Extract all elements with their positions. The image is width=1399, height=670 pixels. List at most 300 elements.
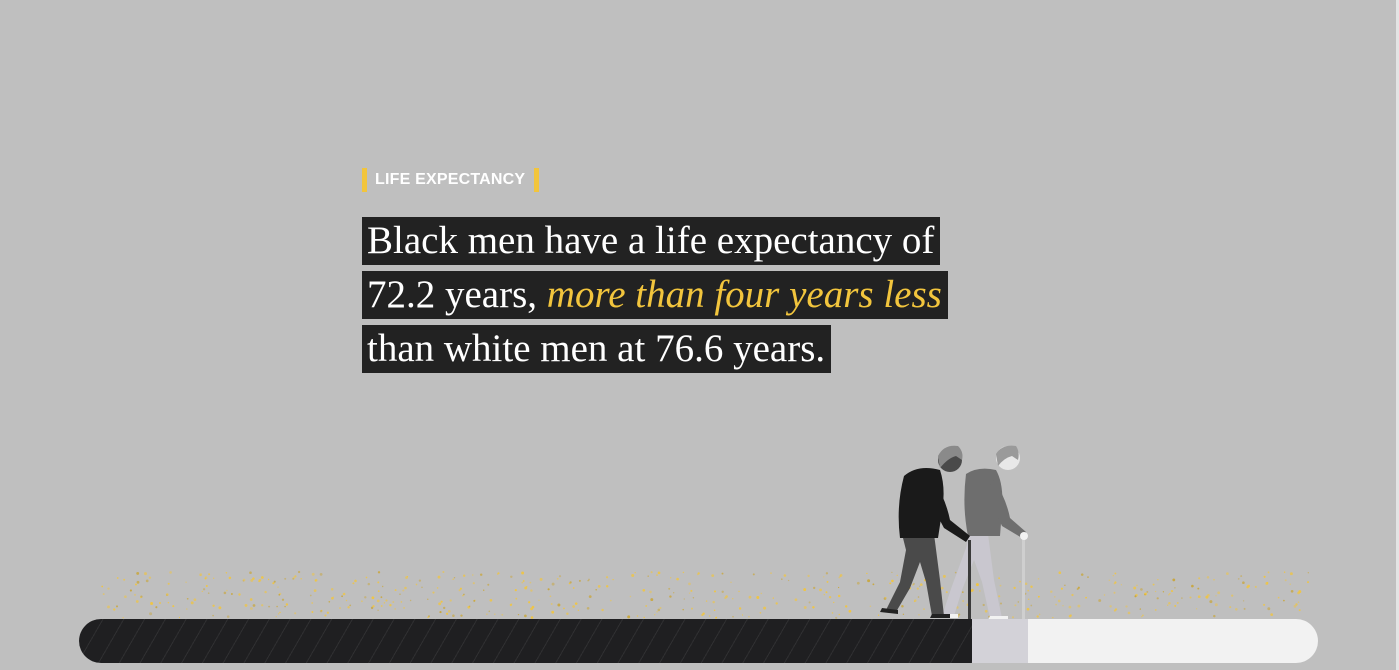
confetti-dot (486, 613, 488, 615)
confetti-dot (227, 615, 230, 618)
confetti-dot (1231, 594, 1233, 596)
confetti-dot (460, 588, 462, 590)
confetti-dot (866, 573, 867, 574)
confetti-dot (460, 614, 462, 616)
confetti-dot (610, 600, 612, 602)
confetti-dot (693, 597, 694, 598)
confetti-dot (1197, 588, 1199, 590)
confetti-dot (812, 606, 814, 608)
confetti-dot (278, 613, 279, 614)
confetti-dot (249, 571, 252, 574)
confetti-dot (1298, 590, 1301, 593)
confetti-dot (756, 596, 759, 599)
confetti-dot (149, 612, 152, 615)
confetti-dot (284, 606, 285, 607)
confetti-dot (1078, 587, 1080, 589)
confetti-dot (773, 597, 774, 598)
confetti-dot (382, 586, 383, 587)
confetti-dot (156, 606, 158, 608)
confetti-dot (1177, 602, 1179, 604)
confetti-dot (518, 614, 519, 615)
confetti-dot (191, 601, 194, 604)
confetti-dot (1133, 587, 1136, 590)
confetti-dot (136, 572, 139, 575)
confetti-dot (563, 608, 565, 610)
confetti-dot (784, 574, 787, 577)
confetti-dot (1191, 585, 1194, 588)
confetti-dot (1189, 596, 1191, 598)
confetti-dot (557, 604, 560, 607)
confetti-dot (300, 578, 302, 580)
confetti-dot (714, 609, 716, 611)
confetti-dot (532, 606, 535, 609)
confetti-dot (525, 587, 526, 588)
confetti-dot (389, 604, 391, 606)
confetti-dot (1270, 613, 1273, 616)
confetti-dot (738, 591, 739, 592)
confetti-dot (1069, 606, 1072, 609)
confetti-dot (1140, 608, 1141, 609)
confetti-dot (1113, 575, 1114, 576)
confetti-dot (146, 580, 149, 583)
confetti-dot (1114, 583, 1116, 585)
confetti-dot (312, 573, 315, 576)
confetti-dot (439, 611, 441, 613)
confetti-dot (1264, 576, 1266, 578)
confetti-dot (331, 588, 334, 591)
confetti-dot (212, 605, 214, 607)
confetti-dot (528, 601, 530, 603)
confetti-dot (1290, 584, 1291, 585)
confetti-dot (385, 599, 387, 601)
confetti-dot (311, 611, 313, 613)
confetti-dot (394, 608, 395, 609)
confetti-dot (656, 611, 657, 612)
confetti-dot (684, 598, 685, 599)
confetti-dot (510, 576, 512, 578)
confetti-dot (1215, 595, 1216, 596)
confetti-dot (377, 581, 379, 583)
confetti-dot (1255, 586, 1257, 588)
confetti-dot (526, 586, 527, 587)
confetti-dot (1217, 591, 1220, 594)
confetti-dot (144, 572, 147, 575)
confetti-dot (587, 580, 588, 581)
confetti-dot (572, 605, 575, 608)
confetti-dot (1229, 606, 1231, 608)
confetti-dot (530, 607, 533, 610)
confetti-dot (202, 591, 203, 592)
confetti-dot (1181, 597, 1182, 598)
confetti-dot (427, 599, 428, 600)
headline-accent: more than four years less (546, 273, 942, 316)
headline-line-3 (362, 325, 1062, 373)
confetti-dot (690, 590, 692, 592)
confetti-dot (795, 598, 798, 601)
confetti-dot (226, 590, 228, 592)
confetti-dot (501, 614, 503, 616)
confetti-dot (1172, 579, 1175, 582)
confetti-dot (113, 608, 115, 610)
confetti-dot (1297, 592, 1300, 595)
confetti-dot (339, 607, 341, 609)
confetti-dot (524, 615, 527, 618)
confetti-dot (294, 575, 296, 577)
confetti-dot (1064, 585, 1065, 586)
confetti-dot (405, 576, 408, 579)
confetti-dot (849, 610, 852, 613)
confetti-dot (1243, 600, 1244, 601)
confetti-dot (366, 577, 368, 579)
confetti-dot (1114, 610, 1116, 612)
confetti-dot (294, 612, 296, 614)
confetti-dot (328, 601, 330, 603)
headline-line-2 (362, 271, 1062, 319)
confetti-dot (833, 602, 834, 603)
confetti-dot (1062, 605, 1063, 606)
confetti-dot (238, 593, 240, 595)
elderly-men-figures (870, 440, 1040, 622)
confetti-dot (259, 579, 262, 582)
confetti-dot (838, 587, 839, 588)
confetti-dot (474, 600, 475, 601)
confetti-dot (566, 612, 568, 614)
confetti-dot (1213, 579, 1215, 581)
confetti-dot (761, 593, 763, 595)
confetti-dot (258, 580, 260, 582)
confetti-dot (1244, 608, 1246, 610)
confetti-dot (1247, 585, 1250, 588)
confetti-dot (487, 584, 489, 586)
confetti-dot (1278, 597, 1280, 599)
confetti-dot (1268, 571, 1270, 573)
confetti-dot (548, 588, 550, 590)
confetti-dot (117, 577, 119, 579)
confetti-dot (446, 613, 448, 615)
confetti-dot (649, 591, 652, 594)
confetti-dot (1134, 595, 1136, 597)
confetti-dot (292, 577, 295, 580)
confetti-dot (521, 572, 524, 575)
confetti-dot (524, 587, 527, 590)
white-men-life-expectancy-fill (972, 619, 1028, 663)
confetti-dot (551, 611, 554, 614)
confetti-dot (473, 582, 475, 584)
confetti-dot (669, 595, 671, 597)
confetti-dot (673, 592, 674, 593)
confetti-dot (627, 615, 630, 618)
confetti-dot (199, 573, 202, 576)
confetti-dot (788, 580, 789, 581)
confetti-dot (742, 614, 743, 615)
confetti-dot (569, 583, 571, 585)
confetti-dot (354, 580, 357, 583)
confetti-dot (658, 609, 661, 612)
confetti-dot (279, 612, 280, 613)
confetti-dot (168, 583, 170, 585)
confetti-dot (1285, 579, 1287, 581)
confetti-dot (324, 614, 326, 616)
confetti-dot (274, 581, 276, 583)
confetti-dot (826, 572, 828, 574)
confetti-dot (1308, 572, 1309, 573)
confetti-dot (378, 590, 380, 592)
confetti-dot (1077, 588, 1079, 590)
confetti-dot (402, 589, 404, 591)
confetti-dot (753, 573, 755, 575)
kicker-bar-right (534, 168, 539, 192)
confetti-dot (551, 603, 553, 605)
confetti-dot (521, 582, 523, 584)
confetti-dot (488, 610, 490, 612)
confetti-dot (575, 602, 578, 605)
confetti-dot (651, 571, 653, 573)
confetti-dot (676, 578, 679, 581)
confetti-dot (838, 614, 840, 616)
confetti-dot (645, 605, 647, 607)
confetti-dot (243, 579, 246, 582)
confetti-dot (200, 574, 202, 576)
confetti-dot (1198, 595, 1201, 598)
kicker-label (362, 168, 539, 192)
confetti-dot (497, 573, 498, 574)
confetti-dot (656, 574, 658, 576)
confetti-dot (1174, 605, 1176, 607)
confetti-dot (407, 576, 408, 577)
confetti-dot (1144, 593, 1147, 596)
confetti-dot (315, 580, 317, 582)
confetti-dot (760, 612, 762, 614)
confetti-dot (467, 606, 470, 609)
confetti-dot (1085, 597, 1087, 599)
confetti-dot (829, 596, 831, 598)
confetti-dot (101, 586, 103, 588)
confetti-dot (732, 616, 734, 618)
confetti-dot (416, 584, 418, 586)
confetti-dot (698, 572, 700, 574)
headline-line-1 (362, 217, 1062, 265)
confetti-dot (714, 590, 716, 592)
confetti-dot (103, 593, 105, 595)
confetti-dot (1265, 582, 1268, 585)
confetti-dot (1141, 616, 1142, 617)
confetti-dot (371, 596, 374, 599)
confetti-dot (722, 591, 724, 593)
confetti-dot (578, 609, 580, 611)
confetti-dot (697, 574, 699, 576)
confetti-dot (276, 616, 277, 617)
confetti-dot (361, 600, 363, 602)
confetti-dot (292, 578, 294, 580)
confetti-dot (845, 605, 847, 607)
confetti-dot (264, 591, 266, 593)
confetti-dot (166, 593, 169, 596)
confetti-dot (724, 597, 726, 599)
confetti-dot (1235, 608, 1238, 611)
confetti-dot (573, 587, 575, 589)
confetti-dot (1157, 579, 1158, 580)
confetti-dot (691, 608, 693, 610)
confetti-dot (1050, 590, 1052, 592)
confetti-dot (660, 607, 662, 609)
confetti-dot (364, 596, 366, 598)
confetti-dot (208, 592, 210, 594)
confetti-dot (279, 593, 281, 595)
headline (362, 217, 1062, 379)
confetti-dot (511, 603, 512, 604)
confetti-dot (642, 589, 645, 592)
confetti-dot (229, 577, 231, 579)
confetti-dot (166, 594, 167, 595)
confetti-dot (1215, 603, 1218, 606)
confetti-dot (722, 573, 724, 575)
confetti-dot (450, 599, 452, 601)
black-men-life-expectancy-fill (79, 619, 972, 663)
confetti-dot (428, 615, 430, 617)
confetti-dot (781, 578, 783, 580)
confetti-dot (515, 598, 517, 600)
confetti-dot (1267, 607, 1270, 610)
confetti-dot (1070, 614, 1072, 616)
confetti-dot (224, 592, 227, 595)
confetti-dot (840, 574, 843, 577)
confetti-dot (1114, 581, 1116, 583)
confetti-dot (1157, 597, 1159, 599)
confetti-dot (550, 595, 552, 597)
confetti-dot (857, 582, 860, 585)
confetti-dot (278, 594, 280, 596)
confetti-dot (1205, 596, 1208, 599)
confetti-dot (1061, 588, 1063, 590)
confetti-dot (1146, 591, 1148, 593)
confetti-dot (261, 576, 264, 579)
confetti-dot (438, 576, 441, 579)
confetti-dot (218, 606, 221, 609)
confetti-dot (563, 608, 565, 610)
confetti-dot (1240, 575, 1242, 577)
confetti-dot (213, 578, 214, 579)
confetti-dot (1291, 590, 1294, 593)
confetti-dot (749, 596, 752, 599)
confetti-dot (589, 595, 592, 598)
confetti-dot (1125, 605, 1127, 607)
confetti-dot (598, 585, 601, 588)
confetti-dot (658, 572, 661, 575)
confetti-dot (155, 606, 157, 608)
confetti-dot (392, 601, 394, 603)
confetti-dot (1207, 594, 1210, 597)
confetti-dot (1136, 585, 1137, 586)
headline-text-2 (362, 271, 948, 319)
confetti-dot (588, 579, 590, 581)
confetti-dot (838, 595, 840, 597)
confetti-dot (282, 599, 284, 601)
confetti-dot (1114, 572, 1116, 574)
confetti-dot (725, 595, 728, 598)
confetti-dot (377, 609, 379, 611)
confetti-dot (732, 598, 733, 599)
confetti-dot (1196, 608, 1197, 609)
confetti-dot (331, 597, 334, 600)
confetti-dot (179, 617, 180, 618)
confetti-dot (204, 578, 206, 580)
confetti-dot (169, 571, 172, 574)
confetti-dot (730, 582, 731, 583)
confetti-dot (343, 593, 346, 596)
confetti-dot (1283, 600, 1285, 602)
kicker-text: LIFE EXPECTANCY (375, 171, 526, 188)
confetti-dot (1284, 572, 1285, 573)
confetti-dot (1153, 584, 1155, 586)
confetti-dot (454, 577, 455, 578)
confetti-dot (1098, 599, 1101, 602)
confetti-dot (320, 573, 323, 576)
confetti-dot (276, 606, 278, 608)
confetti-dot (347, 606, 349, 608)
confetti-dot (372, 605, 374, 607)
confetti-dot (443, 607, 445, 609)
confetti-dot (838, 577, 840, 579)
confetti-dot (1059, 571, 1062, 574)
confetti-dot (497, 572, 499, 574)
confetti-dot (245, 604, 248, 607)
confetti-dot (399, 594, 400, 595)
confetti-dot (378, 571, 380, 573)
confetti-dot (1242, 581, 1245, 584)
confetti-dot (377, 600, 380, 603)
confetti-dot (712, 601, 714, 603)
confetti-dot (739, 607, 741, 609)
confetti-dot (472, 574, 473, 575)
confetti-dot (463, 594, 465, 596)
confetti-dot (748, 616, 749, 617)
confetti-dot (159, 602, 161, 604)
confetti-dot (250, 607, 253, 610)
confetti-dot (1174, 587, 1176, 589)
confetti-dot (432, 592, 434, 594)
confetti-dot (579, 580, 581, 582)
confetti-dot (606, 576, 608, 578)
confetti-dot (203, 588, 205, 590)
confetti-dot (701, 614, 703, 616)
confetti-dot (702, 612, 704, 614)
confetti-dot (252, 577, 255, 580)
confetti-dot (286, 603, 288, 605)
confetti-dot (1155, 609, 1157, 611)
confetti-dot (1155, 591, 1156, 592)
confetti-dot (311, 602, 313, 604)
confetti-dot (452, 578, 453, 579)
confetti-dot (395, 589, 397, 591)
confetti-dot (1207, 576, 1209, 578)
confetti-dot (770, 572, 772, 574)
confetti-dot (601, 609, 603, 611)
confetti-dot (827, 581, 829, 583)
confetti-dot (187, 598, 189, 600)
confetti-dot (670, 577, 671, 578)
confetti-dot (268, 579, 269, 580)
confetti-dot (116, 605, 118, 607)
confetti-dot (1295, 603, 1297, 605)
confetti-dot (463, 575, 465, 577)
confetti-dot (1213, 615, 1215, 617)
confetti-dot (1081, 573, 1084, 576)
confetti-dot (185, 581, 186, 582)
confetti-dot (606, 585, 608, 587)
confetti-dot (205, 576, 208, 579)
confetti-dot (136, 600, 139, 603)
confetti-dot (776, 602, 778, 604)
